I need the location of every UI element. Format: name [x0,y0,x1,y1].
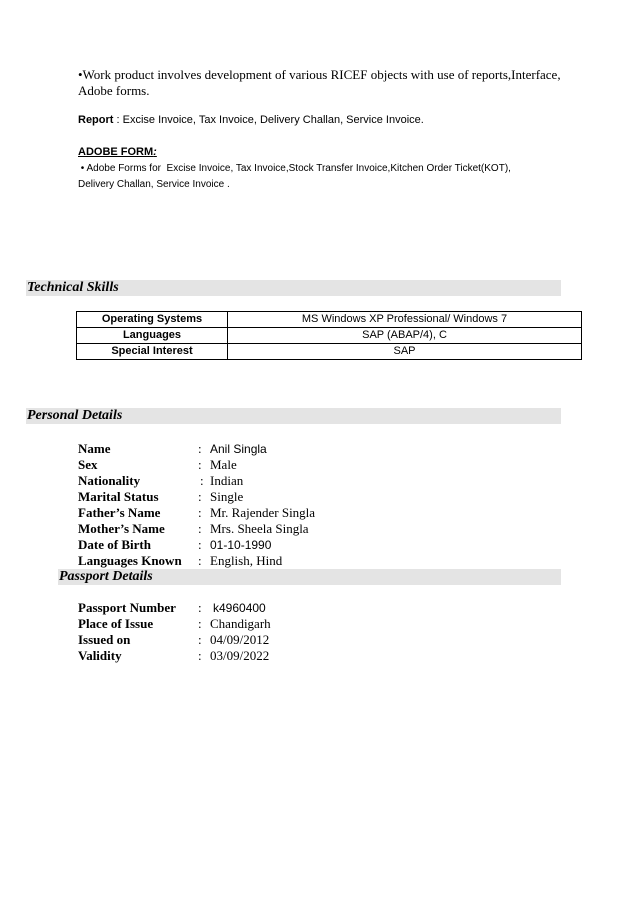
adobe-form-heading-colon: : [153,146,157,158]
passport-details-title: Passport Details [59,569,153,584]
passport-key: Place of Issue [78,616,154,631]
passport-colon: : [198,648,202,663]
personal-details-title: Personal Details [27,408,123,423]
detail-key: Sex [78,457,98,472]
skill-key: Operating Systems [77,312,228,328]
technical-skills-table [76,311,582,360]
technical-skills-title: Technical Skills [27,280,119,295]
adobe-form-line-2: Delivery Challan, Service Invoice . [78,179,230,190]
report-line [78,114,424,126]
passport-key: Validity [78,648,122,663]
work-product-line-1: •Work product involves development of various RICEF objects with use of reports,Interface, [78,67,561,82]
detail-key: Nationality [78,473,141,488]
detail-value: Single [210,489,244,504]
adobe-form-heading [78,146,157,158]
adobe-form-line-1: • Adobe Forms for Excise Invoice, Tax Invoice,Stock Transfer Invoice,Kitchen Order Ticket(KOT), [78,163,511,174]
passport-key: Issued on [78,632,131,647]
detail-value: Mrs. Sheela Singla [210,521,309,536]
detail-colon: : [198,505,202,520]
detail-key: Father’s Name [78,505,161,520]
work-product-paragraph [78,67,568,99]
table-row [77,312,582,328]
skill-value: SAP [228,344,582,360]
passport-value: k4960400 [213,601,266,615]
detail-value: Anil Singla [210,442,267,456]
detail-key: Name [78,441,111,456]
report-label: Report [78,114,114,126]
passport-value: 04/09/2012 [210,632,270,647]
adobe-form-heading-text: ADOBE FORM [78,146,154,158]
work-product-line-2: Adobe forms. [78,83,150,98]
detail-value: 01-10-1990 [210,538,272,552]
detail-key: Mother’s Name [78,521,165,536]
skill-key: Languages [77,328,228,344]
passport-colon: : [198,600,202,615]
skill-value: MS Windows XP Professional/ Windows 7 [228,312,582,328]
passport-value: Chandigarh [210,616,271,631]
passport-key: Passport Number [78,600,176,615]
table-row [77,344,582,360]
passport-value: 03/09/2022 [210,648,270,663]
adobe-form-text [78,161,578,193]
passport-colon: : [198,632,202,647]
detail-value: Indian [210,473,244,488]
detail-value: English, Hind [210,553,283,568]
detail-colon: : [198,457,202,472]
detail-colon: : [198,537,202,552]
detail-value: Mr. Rajender Singla [210,505,316,520]
skill-key: Special Interest [77,344,228,360]
detail-key: Languages Known [78,553,182,568]
detail-key: Marital Status [78,489,159,504]
skill-value: SAP (ABAP/4), C [228,328,582,344]
detail-colon: : [198,489,202,504]
detail-value: Male [210,457,237,472]
passport-colon: : [198,616,202,631]
detail-colon: : [198,521,202,536]
detail-colon: : [198,441,202,456]
table-row [77,328,582,344]
report-text: : Excise Invoice, Tax Invoice, Delivery Challan, Service Invoice. [113,114,424,126]
detail-colon: : [198,553,202,568]
detail-key: Date of Birth [78,537,151,552]
detail-colon: : [200,473,204,488]
